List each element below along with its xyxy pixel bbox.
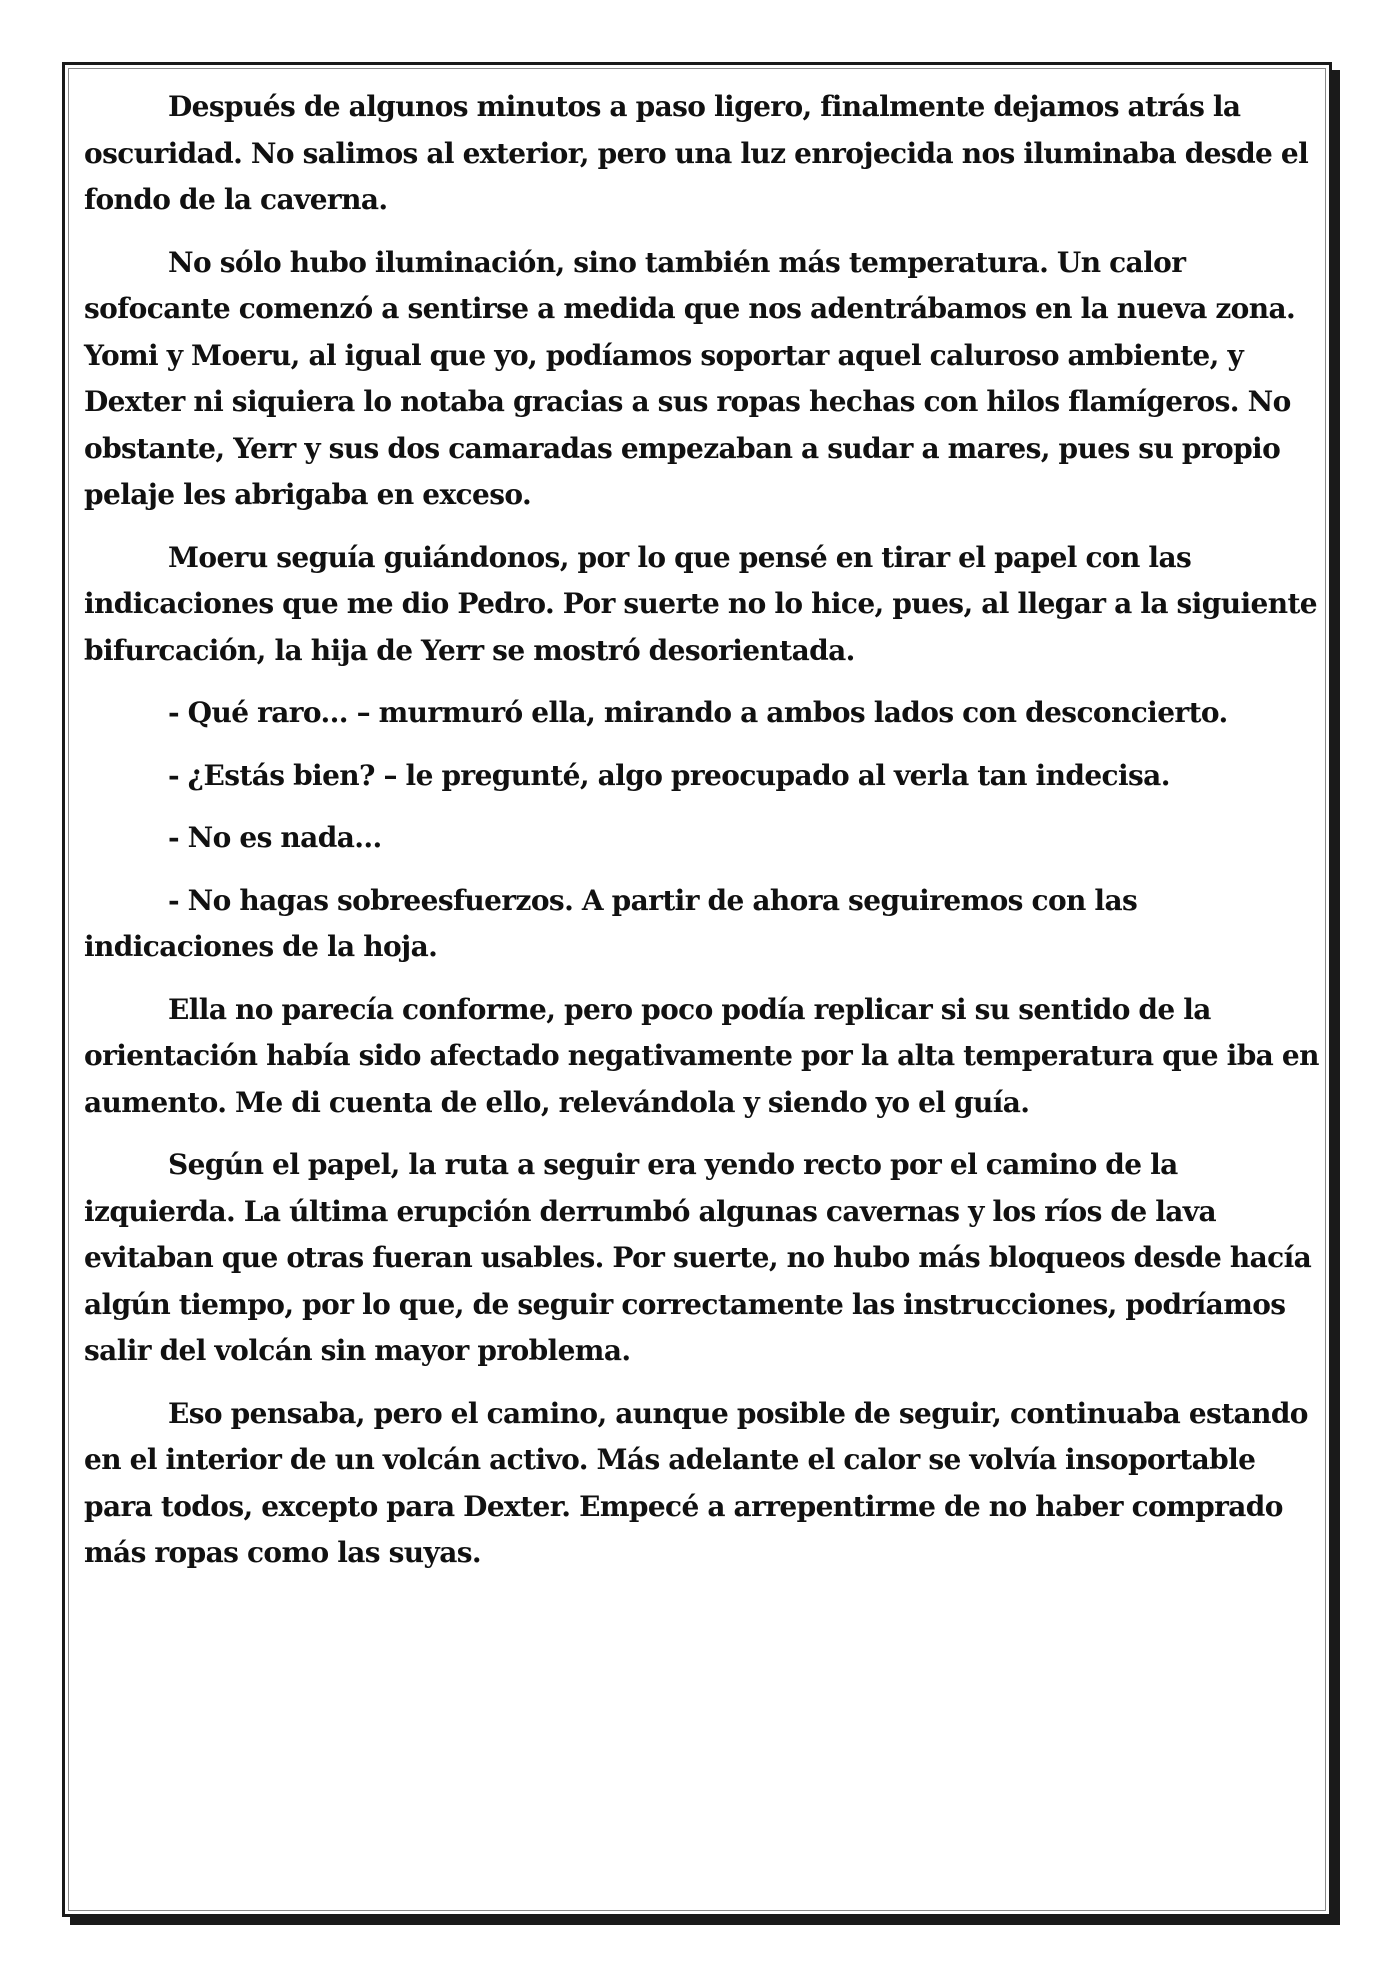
paragraph: Ella no parecía conforme, pero poco podía replicar si su sentido de la orientación había sido afectado negativamente por la alta temperatura que iba en aumento. Me di cuenta de ello, relevándola y siendo yo el guía. <box>84 992 1319 1119</box>
paragraph: Según el papel, la ruta a seguir era yendo recto por el camino de la izquierda. La última erupción derrumbó algunas cavernas y los ríos de lava evitaban que otras fueran usables. Por suerte, no hubo más bloqueos desde hacía algún tiempo, por lo que, de seguir correctamente las instrucciones, podríamos salir del volcán sin mayor problema. <box>84 1148 1312 1367</box>
paragraph: Eso pensaba, pero el camino, aunque posible de seguir, continuaba estando en el interior de un volcán activo. Más adelante el calor se volvía insoportable para todos, excepto para Dexter. Empecé a arrepentirme de no haber comprado más ropas como las suyas. <box>84 1396 1308 1569</box>
paragraph: Después de algunos minutos a paso ligero, finalmente dejamos atrás la oscuridad. No salimos al exterior, pero una luz enrojecida nos iluminaba desde el fondo de la caverna. <box>84 90 1309 216</box>
dialogue-line: - Qué raro... – murmuró ella, mirando a ambos lados con desconcierto. <box>168 696 1228 729</box>
paragraph: No sólo hubo iluminación, sino también más temperatura. Un calor sofocante comenzó a sentirse a medida que nos adentrábamos en la nueva zona. Yomi y Moeru, al igual que yo, podíamos soportar aquel caluroso ambiente, y Dexter ni siquiera lo notaba gracias a sus ropas hechas con hilos flamígeros. No obstante, Yerr y sus dos camaradas empezaban a sudar a mares, pues su propio pelaje les abrigaba en exceso. <box>84 245 1296 511</box>
dialogue-line: - No hagas sobreesfuerzos. A partir de ahora seguiremos con las indicaciones de la hoja. <box>84 883 1138 963</box>
dialogue-line: - No es nada... <box>168 821 382 854</box>
document-body <box>84 84 1324 1593</box>
dialogue-line: - ¿Estás bien? – le pregunté, algo preocupado al verla tan indecisa. <box>168 758 1170 792</box>
paragraph: Moeru seguía guiándonos, por lo que pensé en tirar el papel con las indicaciones que me dio Pedro. Por suerte no lo hice, pues, al llegar a la siguiente bifurcación, la hija de Yerr se mostró desorientada. <box>84 540 1318 667</box>
